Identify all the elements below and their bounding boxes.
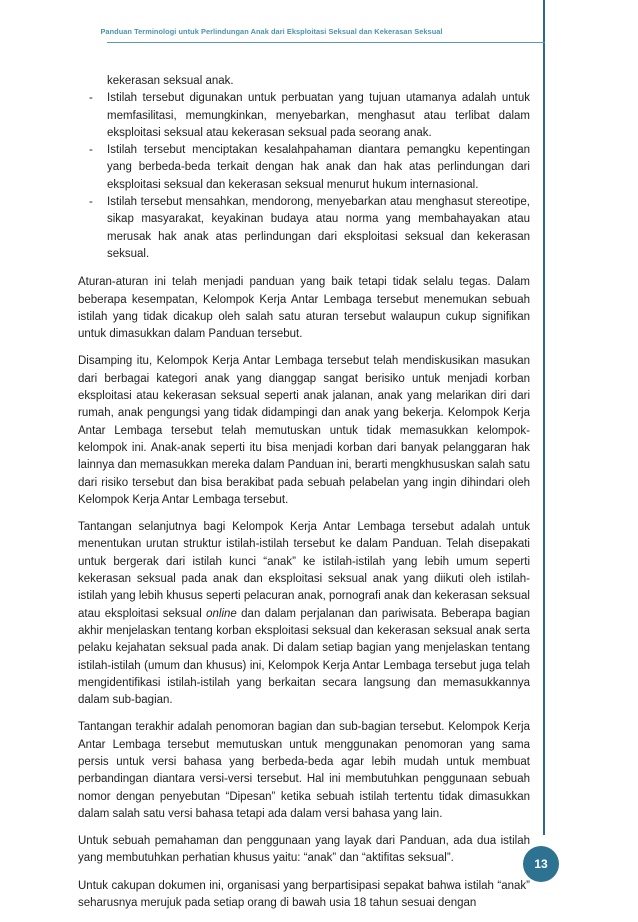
bullet-list: [78, 73, 530, 263]
header-rule: [107, 42, 545, 43]
bullet-continuation: kekerasan seksual anak.: [107, 75, 234, 87]
bullet-text: Istilah tersebut mensahkan, mendorong, menyebarkan atau menghasut stereotipe, sikap masyarakat, keyakinan budaya atau norma yang membahayakan atau merusak hak anak atas perlindungan dari eksploitasi seksual dan kekerasan seksual.: [107, 196, 530, 260]
paragraph-structure-text-2: dan dalam perjalanan dan pariwisata. Beberapa bagian akhir menjelaskan tentang korban eksploitasi seksual dan kekerasan seksual anak serta pelaku kejahatan seksual pada anak. Di dalam setiap bagian yang menjelaskan tentang istilah-istilah (umum dan khusus) ini, Kelompok Kerja Antar Lembaga tersebut juga telah mengidentifikasi istilah-istilah yang berkaitan secara langsung dan memasukkannya dalam sub-bagian.: [78, 607, 530, 707]
bullet-item: [78, 90, 530, 142]
paragraph-numbering: Tantangan terakhir adalah penomoran bagian dan sub-bagian tersebut. Kelompok Kerja Antar Lembaga tersebut memutuskan untuk menggunakan penomoran yang sama persis untuk versi bahasa yang berbeda-beda agar lebih mudah untuk membuat perbandingan diantara versi-versi tersebut. Hal ini membutuhkan penggunaan sebuah nomor dengan penyebutan “Dipesan” ketika sebuah istilah tertentu tidak dimasukkan dalam salah satu versi bahasa tetapi ada dalam versi bahasa yang lain.: [78, 721, 530, 820]
bullet-item: [78, 194, 530, 263]
dash-marker: -: [89, 196, 93, 209]
paragraph-structure: [78, 519, 530, 709]
bullet-item: [78, 142, 530, 194]
dash-marker: -: [89, 92, 93, 105]
paragraph-key-terms: Untuk sebuah pemahaman dan penggunaan yang layak dari Panduan, ada dua istilah yang membutuhkan perhatian khusus yaitu: “anak” dan “aktifitas seksual”.: [78, 835, 530, 865]
vertical-rule: [543, 0, 545, 835]
paragraph-structure-text-1: Tantangan selanjutnya bagi Kelompok Kerja Antar Lembaga tersebut adalah untuk menentukan urutan struktur istilah-istilah tersebut ke dalam Panduan. Telah disepakati untuk bergerak dari istilah kunci “anak” ke istilah-istilah yang lebih umum seperti kekerasan seksual pada anak dan eksploitasi seksual anak yang diikuti oleh istilah-istilah yang lebih khusus seperti pelacuran anak, pornografi anak dan kekerasan seksual atau eksploitasi seksual: [78, 521, 530, 620]
paragraph-scope: Untuk cakupan dokumen ini, organisasi yang berpartisipasi sepakat bahwa istilah “anak” seharusnya merujuk pada setiap orang di bawah usia 18 tahun sesuai dengan: [78, 879, 530, 910]
dash-marker: -: [89, 144, 93, 157]
bullet-text: Istilah tersebut digunakan untuk perbuatan yang tujuan utamanya adalah untuk memfasilitasi, memungkinkan, menyebarkan, menghasut atau terlibat dalam eksploitasi seksual atau kekerasan seksual pada seorang anak.: [107, 92, 530, 139]
bullet-text: Istilah tersebut menciptakan kesalahpahaman diantara pemangku kepentingan yang berbeda-beda terkait dengan hak anak dan hak atas perlindungan dari eksploitasi seksual dan kekerasan seksual menurut hukum internasional.: [107, 144, 530, 191]
running-header: Panduan Terminologi untuk Perlindungan Anak dari Eksploitasi Seksual dan Kekerasan Seksual: [100, 27, 443, 36]
paragraph-categories: Disamping itu, Kelompok Kerja Antar Lembaga tersebut telah mendiskusikan masukan dari berbagai kategori anak yang dianggap sangat berisiko untuk menjadi korban eksploitasi atau kekerasan seksual seperti anak jalanan, anak yang melarikan diri dari rumah, anak pengungsi yang tidak didampingi dan anak yang bekerja. Kelompok Kerja Antar Lembaga tersebut telah memutuskan untuk tidak memasukkan kelompok-kelompok ini. Anak-anak seperti itu bisa menjadi korban dari banyak pelanggaran hak lainnya dan memasukkan mereka dalam Panduan ini, berarti mengkhususkan salah satu dari risiko tersebut dan bisa berakibat pada sebuah pelabelan yang ingin dihindari oleh Kelompok Kerja Antar Lembaga tersebut.: [78, 355, 530, 506]
page-number-badge: 13: [523, 846, 559, 882]
paragraph-rules: Aturan-aturan ini telah menjadi panduan yang baik tetapi tidak selalu tegas. Dalam beberapa kesempatan, Kelompok Kerja Antar Lembaga tersebut menemukan sebuah istilah yang tidak dicakup oleh salah satu aturan tersebut walaupun cukup signifikan untuk dimasukkan dalam Panduan tersebut.: [78, 276, 530, 341]
paragraph-structure-emphasis: online: [206, 607, 237, 620]
page-body: [78, 73, 530, 922]
